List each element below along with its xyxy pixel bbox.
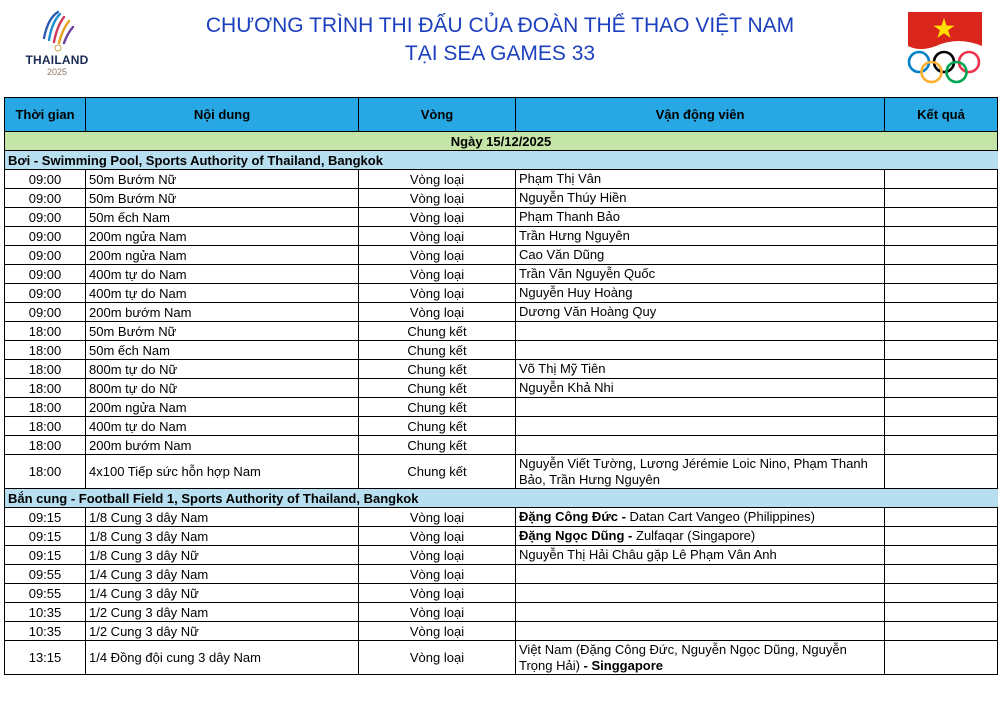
cell-athletes — [516, 508, 885, 527]
table-row — [5, 455, 998, 489]
cell-event: 1/2 Cung 3 dây Nam — [86, 603, 359, 622]
cell-event: 200m ngửa Nam — [86, 246, 359, 265]
athlete-highlight: Đặng Ngọc Dũng - — [519, 528, 633, 543]
cell-athletes — [516, 208, 885, 227]
cell-result — [885, 527, 998, 546]
cell-round: Vòng loại — [359, 622, 516, 641]
table-row — [5, 322, 998, 341]
table-row — [5, 417, 998, 436]
vietnam-olympic-committee-logo — [902, 10, 988, 86]
cell-result — [885, 584, 998, 603]
cell-round: Vòng loại — [359, 208, 516, 227]
cell-result — [885, 398, 998, 417]
cell-event: 400m tự do Nam — [86, 417, 359, 436]
table-row — [5, 622, 998, 641]
cell-athletes — [516, 603, 885, 622]
cell-athletes — [516, 436, 885, 455]
cell-event: 1/8 Cung 3 dây Nam — [86, 508, 359, 527]
cell-round: Vòng loại — [359, 227, 516, 246]
table-row — [5, 189, 998, 208]
table-row — [5, 527, 998, 546]
cell-time: 18:00 — [5, 322, 86, 341]
cell-round: Chung kết — [359, 398, 516, 417]
day-row — [5, 132, 998, 151]
cell-event: 1/4 Cung 3 dây Nam — [86, 565, 359, 584]
cell-time: 09:55 — [5, 565, 86, 584]
table-row — [5, 246, 998, 265]
cell-round: Vòng loại — [359, 565, 516, 584]
cell-athletes — [516, 189, 885, 208]
cell-time: 18:00 — [5, 455, 86, 489]
cell-athletes — [516, 565, 885, 584]
cell-athletes — [516, 584, 885, 603]
cell-time: 09:00 — [5, 303, 86, 322]
cell-result — [885, 341, 998, 360]
cell-athletes — [516, 455, 885, 489]
cell-event: 1/4 Đồng đội cung 3 dây Nam — [86, 641, 359, 675]
cell-athletes — [516, 641, 885, 675]
cell-result — [885, 170, 998, 189]
table-row — [5, 170, 998, 189]
cell-event: 50m ếch Nam — [86, 341, 359, 360]
logo-country-text: THAILAND — [25, 53, 89, 67]
athlete-text: Phạm Thị Vân — [519, 171, 602, 186]
cell-time: 18:00 — [5, 379, 86, 398]
cell-result — [885, 284, 998, 303]
table-row — [5, 303, 998, 322]
cell-result — [885, 622, 998, 641]
cell-time: 18:00 — [5, 360, 86, 379]
athlete-text: Cao Văn Dũng — [519, 247, 605, 262]
athlete-text: Trần Hưng Nguyên — [519, 228, 630, 243]
cell-result — [885, 546, 998, 565]
table-row — [5, 379, 998, 398]
column-header-time: Thời gian — [5, 98, 86, 132]
table-row — [5, 208, 998, 227]
cell-round: Vòng loại — [359, 246, 516, 265]
page-subtitle: TẠI SEA GAMES 33 — [404, 42, 596, 65]
cell-athletes — [516, 246, 885, 265]
column-header-result: Kết quả — [885, 98, 998, 132]
athlete-text: Nguyễn Thúy Hiền — [519, 190, 627, 205]
cell-time: 09:55 — [5, 584, 86, 603]
athlete-highlight: Đặng Công Đức - — [519, 509, 626, 524]
table-row — [5, 398, 998, 417]
cell-event: 200m ngửa Nam — [86, 398, 359, 417]
cell-time: 18:00 — [5, 341, 86, 360]
cell-event: 200m ngửa Nam — [86, 227, 359, 246]
athlete-text: Nguyễn Khả Nhi — [519, 380, 614, 395]
athlete-text: Nguyễn Thị Hải Châu gặp Lê Phạm Vân Anh — [519, 547, 777, 562]
cell-time: 09:00 — [5, 208, 86, 227]
table-row — [5, 284, 998, 303]
cell-event: 200m bướm Nam — [86, 436, 359, 455]
cell-athletes — [516, 341, 885, 360]
cell-round: Vòng loại — [359, 527, 516, 546]
cell-time: 09:00 — [5, 265, 86, 284]
cell-event: 50m Bướm Nữ — [86, 322, 359, 341]
day-label: Ngày 15/12/2025 — [5, 132, 998, 151]
table-row — [5, 436, 998, 455]
cell-time: 10:35 — [5, 622, 86, 641]
cell-result — [885, 208, 998, 227]
cell-result — [885, 436, 998, 455]
cell-result — [885, 265, 998, 284]
cell-event: 50m Bướm Nữ — [86, 189, 359, 208]
cell-time: 09:15 — [5, 527, 86, 546]
cell-time: 09:00 — [5, 284, 86, 303]
olympic-rings-icon — [909, 52, 979, 82]
cell-round: Vòng loại — [359, 603, 516, 622]
schedule-body — [5, 132, 998, 675]
cell-athletes — [516, 265, 885, 284]
cell-event: 50m Bướm Nữ — [86, 170, 359, 189]
cell-athletes — [516, 360, 885, 379]
table-row — [5, 341, 998, 360]
cell-athletes — [516, 303, 885, 322]
athlete-text: Datan Cart Vangeo (Philippines) — [625, 509, 816, 524]
cell-round: Chung kết — [359, 341, 516, 360]
cell-round: Chung kết — [359, 322, 516, 341]
cell-round: Chung kết — [359, 436, 516, 455]
cell-event: 200m bướm Nam — [86, 303, 359, 322]
cell-athletes — [516, 322, 885, 341]
cell-athletes — [516, 227, 885, 246]
cell-result — [885, 246, 998, 265]
page-header — [0, 0, 1000, 96]
table-row — [5, 641, 998, 675]
cell-event: 1/8 Cung 3 dây Nam — [86, 527, 359, 546]
cell-result — [885, 565, 998, 584]
cell-time: 10:35 — [5, 603, 86, 622]
cell-event: 800m tự do Nữ — [86, 379, 359, 398]
cell-event: 4x100 Tiếp sức hỗn hợp Nam — [86, 455, 359, 489]
cell-event: 400m tự do Nam — [86, 284, 359, 303]
cell-time: 18:00 — [5, 417, 86, 436]
cell-result — [885, 360, 998, 379]
table-row — [5, 584, 998, 603]
table-row — [5, 565, 998, 584]
cell-round: Vòng loại — [359, 584, 516, 603]
cell-athletes — [516, 284, 885, 303]
cell-event: 800m tự do Nữ — [86, 360, 359, 379]
column-header-event: Nội dung — [86, 98, 359, 132]
cell-round: Vòng loại — [359, 508, 516, 527]
cell-athletes — [516, 398, 885, 417]
cell-round: Vòng loại — [359, 546, 516, 565]
cell-result — [885, 379, 998, 398]
cell-event: 1/2 Cung 3 dây Nữ — [86, 622, 359, 641]
sport-venue-label: Bắn cung - Football Field 1, Sports Authority of Thailand, Bangkok — [5, 489, 998, 508]
cell-time: 13:15 — [5, 641, 86, 675]
athlete-text: Võ Thị Mỹ Tiên — [519, 361, 606, 376]
cell-round: Vòng loại — [359, 170, 516, 189]
athlete-text: Nguyễn Huy Hoàng — [519, 285, 633, 300]
table-row — [5, 546, 998, 565]
cell-round: Vòng loại — [359, 265, 516, 284]
cell-event: 50m ếch Nam — [86, 208, 359, 227]
cell-athletes — [516, 527, 885, 546]
cell-athletes — [516, 546, 885, 565]
sea-games-emblem-icon — [38, 8, 78, 52]
cell-result — [885, 603, 998, 622]
athlete-text: Dương Văn Hoàng Quy — [519, 304, 657, 319]
table-row — [5, 508, 998, 527]
sport-venue-row — [5, 489, 998, 508]
athlete-text: Việt Nam (Đặng Công Đức, Nguyễn Ngọc Dũng, Nguyễn Trọng Hải) — [519, 641, 847, 673]
table-row — [5, 265, 998, 284]
cell-time: 09:15 — [5, 508, 86, 527]
column-header-round: Vòng — [359, 98, 516, 132]
cell-result — [885, 322, 998, 341]
cell-time: 09:00 — [5, 227, 86, 246]
cell-round: Vòng loại — [359, 284, 516, 303]
logo-year-text: 2025 — [46, 67, 68, 77]
table-row — [5, 360, 998, 379]
cell-time: 09:15 — [5, 546, 86, 565]
cell-round: Vòng loại — [359, 303, 516, 322]
table-header-row — [5, 98, 998, 132]
cell-athletes — [516, 622, 885, 641]
cell-event: 400m tự do Nam — [86, 265, 359, 284]
cell-time: 18:00 — [5, 436, 86, 455]
table-row — [5, 227, 998, 246]
column-header-athletes: Vận động viên — [516, 98, 885, 132]
cell-result — [885, 303, 998, 322]
cell-round: Chung kết — [359, 455, 516, 489]
cell-result — [885, 417, 998, 436]
cell-time: 09:00 — [5, 170, 86, 189]
athlete-text: Phạm Thanh Bảo — [519, 209, 620, 224]
cell-round: Chung kết — [359, 379, 516, 398]
sea-games-thailand-logo — [18, 8, 96, 80]
cell-round: Vòng loại — [359, 189, 516, 208]
cell-time: 09:00 — [5, 246, 86, 265]
sport-venue-label: Bơi - Swimming Pool, Sports Authority of Thailand, Bangkok — [5, 151, 998, 170]
sport-venue-row — [5, 151, 998, 170]
athlete-text: Zulfaqar (Singapore) — [632, 528, 756, 543]
cell-result — [885, 455, 998, 489]
schedule-table — [4, 97, 998, 675]
table-row — [5, 603, 998, 622]
cell-result — [885, 189, 998, 208]
cell-round: Vòng loại — [359, 641, 516, 675]
cell-event: 1/8 Cung 3 dây Nữ — [86, 546, 359, 565]
cell-athletes — [516, 379, 885, 398]
cell-result — [885, 227, 998, 246]
athlete-text: Trần Văn Nguyễn Quốc — [519, 266, 656, 281]
cell-athletes — [516, 417, 885, 436]
page-title: CHƯƠNG TRÌNH THI ĐẤU CỦA ĐOÀN THỂ THAO VIỆT NAM — [205, 14, 795, 37]
cell-round: Chung kết — [359, 417, 516, 436]
athlete-text: Nguyễn Viết Tường, Lương Jérémie Loic Nino, Phạm Thanh Bảo, Trần Hưng Nguyên — [519, 455, 868, 487]
opponent-highlight: - Singgapore — [579, 657, 663, 673]
cell-time: 18:00 — [5, 398, 86, 417]
cell-round: Chung kết — [359, 360, 516, 379]
cell-result — [885, 508, 998, 527]
cell-time: 09:00 — [5, 189, 86, 208]
cell-athletes — [516, 170, 885, 189]
cell-result — [885, 641, 998, 675]
cell-event: 1/4 Cung 3 dây Nữ — [86, 584, 359, 603]
